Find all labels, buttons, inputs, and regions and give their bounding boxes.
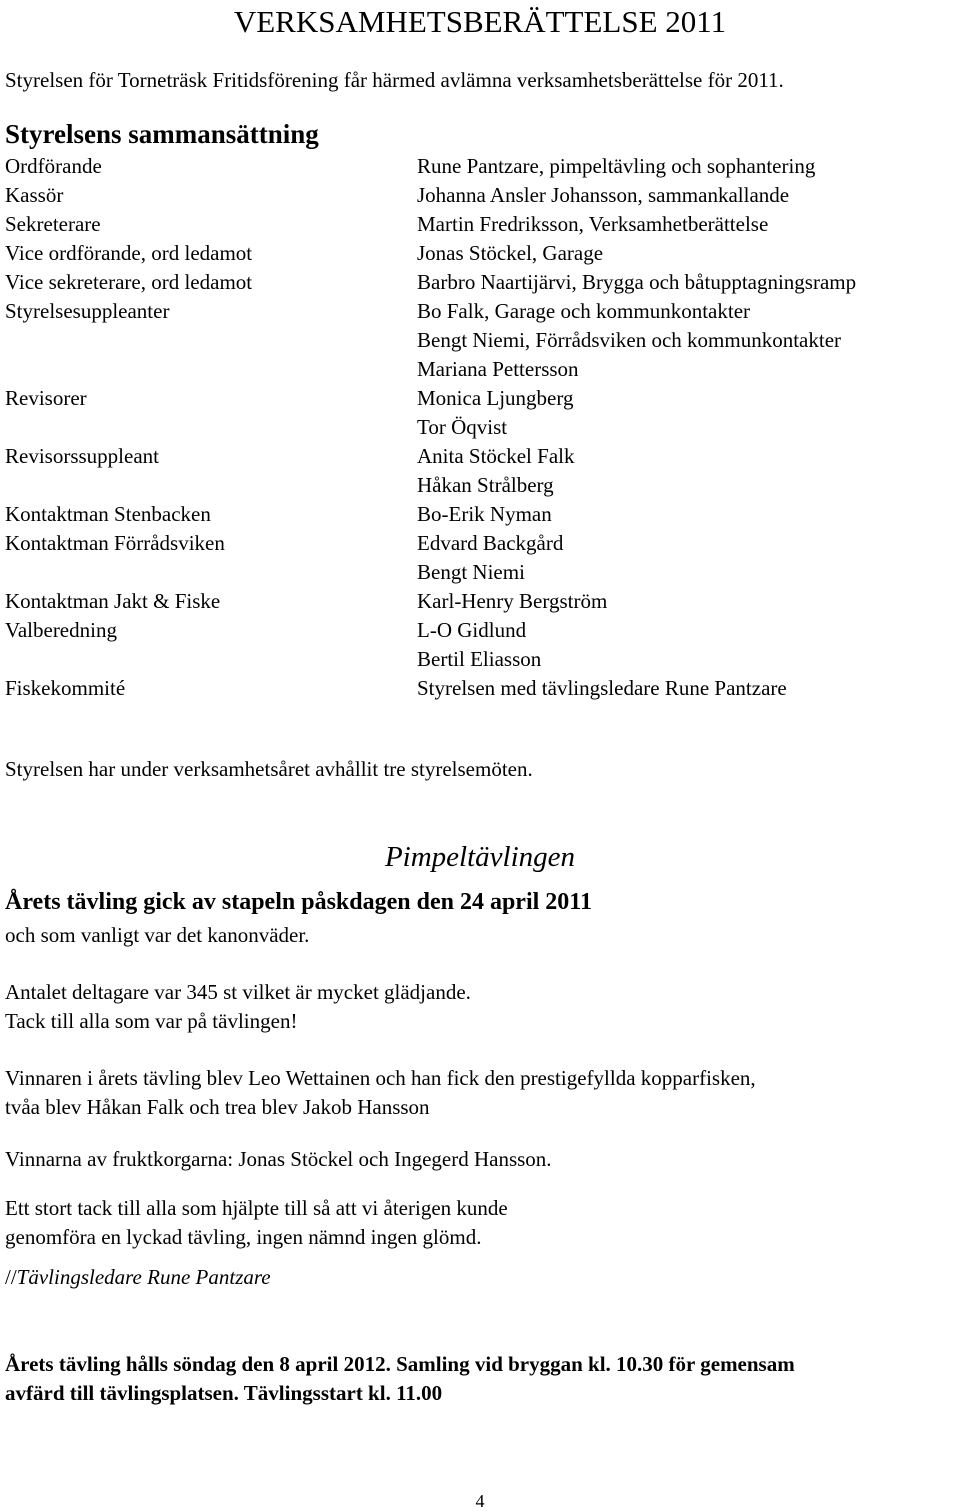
person-name: Mariana Pettersson bbox=[417, 357, 579, 381]
board-heading: Styrelsens sammansättning bbox=[5, 119, 319, 149]
person-name: Martin Fredriksson, Verksamhetberättelse bbox=[417, 212, 769, 236]
person-name: Håkan Strålberg bbox=[417, 473, 554, 497]
next-competition-text: Årets tävling hålls söndag den 8 april 2012. Samling vid bryggan kl. 10.30 för gemensam bbox=[5, 1352, 795, 1376]
role-label: Revisorer bbox=[5, 386, 87, 410]
role-label: Kassör bbox=[5, 183, 64, 207]
meetings-text: Styrelsen har under verksamhetsåret avhållit tre styrelsemöten. bbox=[5, 757, 533, 781]
thanks-text-cont: genomföra en lyckad tävling, ingen nämnd ingen glömd. bbox=[5, 1225, 482, 1249]
role-label: Valberedning bbox=[5, 618, 117, 642]
role-label: Revisorssuppleant bbox=[5, 444, 159, 468]
person-name: Tor Öqvist bbox=[417, 415, 508, 439]
person-name: L-O Gidlund bbox=[417, 618, 527, 642]
person-name: Bertil Eliasson bbox=[417, 647, 542, 671]
person-name: Bengt Niemi bbox=[417, 560, 525, 584]
role-label: Vice ordförande, ord ledamot bbox=[5, 241, 253, 265]
thanks-text: Ett stort tack till alla som hjälpte till så att vi återigen kunde bbox=[5, 1196, 508, 1220]
person-name: Bo Falk, Garage och kommunkontakter bbox=[417, 299, 751, 323]
signature bbox=[5, 1263, 271, 1292]
role-label: Kontaktman Stenbacken bbox=[5, 502, 211, 526]
person-name: Anita Stöckel Falk bbox=[417, 444, 575, 468]
role-label: Fiskekommité bbox=[5, 676, 126, 700]
document-title: VERKSAMHETSBERÄTTELSE 2011 bbox=[233, 4, 727, 39]
person-name: Barbro Naartijärvi, Brygga och båtupptagningsramp bbox=[417, 270, 857, 294]
person-name: Edvard Backgård bbox=[417, 531, 564, 555]
fruit-basket-winners: Vinnarna av fruktkorgarna: Jonas Stöckel och Ingegerd Hansson. bbox=[5, 1147, 552, 1171]
person-name: Karl-Henry Bergström bbox=[417, 589, 608, 613]
person-name: Bengt Niemi, Förrådsviken och kommunkontakter bbox=[417, 328, 842, 352]
role-label: Ordförande bbox=[5, 154, 102, 178]
page-number: 4 bbox=[475, 1491, 485, 1511]
person-name: Monica Ljungberg bbox=[417, 386, 574, 410]
intro-text: Styrelsen för Torneträsk Fritidsförening får härmed avlämna verksamhetsberättelse för 2011. bbox=[5, 68, 784, 92]
person-name: Johanna Ansler Johansson, sammankallande bbox=[417, 183, 790, 207]
role-label: Sekreterare bbox=[5, 212, 101, 236]
weather-text: och som vanligt var det kanonväder. bbox=[5, 923, 310, 947]
competition-date-heading: Årets tävling gick av stapeln påskdagen den 24 april 2011 bbox=[5, 889, 592, 915]
person-name: Rune Pantzare, pimpeltävling och sophantering bbox=[417, 154, 816, 178]
role-label: Vice sekreterare, ord ledamot bbox=[5, 270, 253, 294]
role-label: Styrelsesuppleanter bbox=[5, 299, 170, 323]
thanks-participants-text: Tack till alla som var på tävlingen! bbox=[5, 1009, 298, 1033]
winners-text-cont: tvåa blev Håkan Falk och trea blev Jakob Hansson bbox=[5, 1095, 430, 1119]
role-label: Kontaktman Förrådsviken bbox=[5, 531, 225, 555]
signature-name: Tävlingsledare Rune Pantzare bbox=[16, 1265, 271, 1289]
winners-text: Vinnaren i årets tävling blev Leo Wettainen och han fick den prestigefyllda kopparfisken, bbox=[5, 1066, 756, 1090]
section-heading: Pimpeltävlingen bbox=[384, 841, 576, 873]
participants-text: Antalet deltagare var 345 st vilket är mycket glädjande. bbox=[5, 980, 471, 1004]
next-competition-text-cont: avfärd till tävlingsplatsen. Tävlingsstart kl. 11.00 bbox=[5, 1381, 443, 1405]
signature-prefix: // bbox=[5, 1265, 17, 1289]
person-name: Styrelsen med tävlingsledare Rune Pantzare bbox=[417, 676, 787, 700]
person-name: Bo-Erik Nyman bbox=[417, 502, 552, 526]
role-label: Kontaktman Jakt & Fiske bbox=[5, 589, 221, 613]
person-name: Jonas Stöckel, Garage bbox=[417, 241, 604, 265]
